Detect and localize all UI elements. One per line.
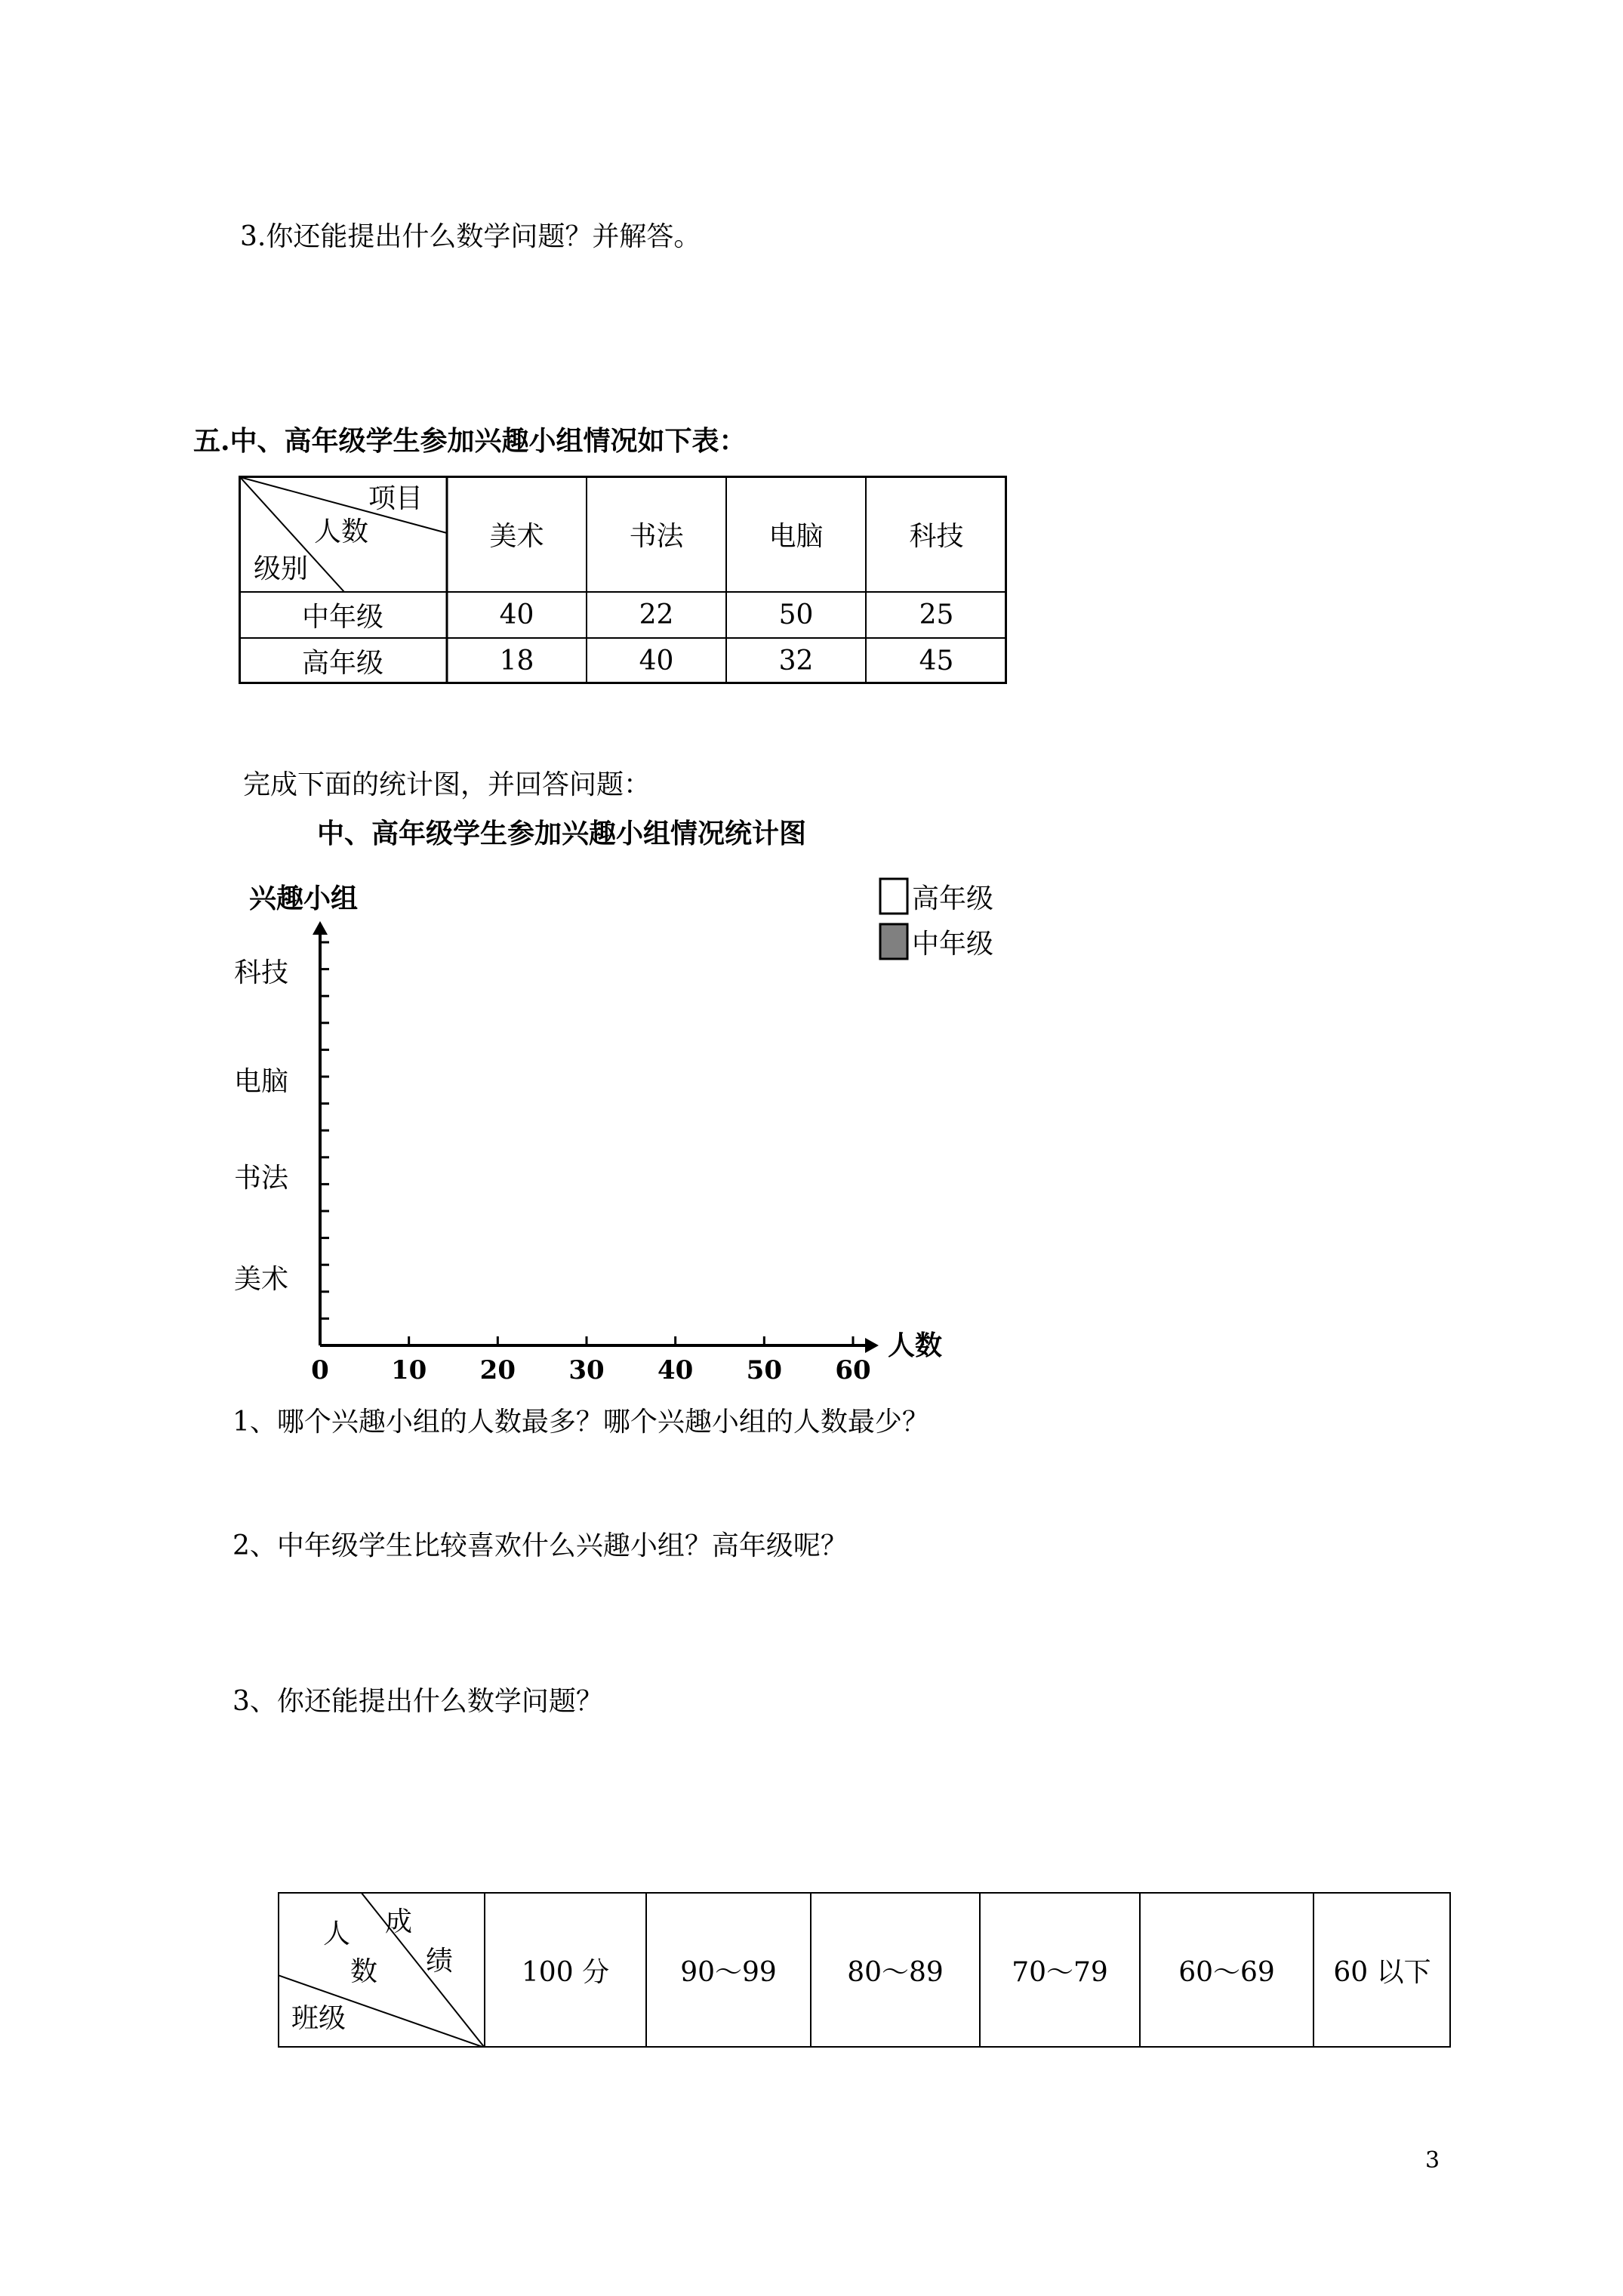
x-axis-arrow [865, 1338, 879, 1353]
table-corner-grade: 级别 [254, 553, 309, 584]
table-corner-grade-score: 绩 [426, 1946, 454, 1977]
column-header-80-89: 80～89 [847, 1956, 944, 1988]
row-label-upper-grade: 高年级 [301, 648, 383, 679]
question-2: 2、中年级学生比较喜欢什么兴趣小组？高年级呢？ [233, 1530, 848, 1561]
y-axis-arrow [313, 921, 328, 935]
y-category-label: 书法 [234, 1163, 289, 1194]
y-category-label: 电脑 [234, 1066, 289, 1097]
table-cell: 32 [778, 646, 814, 676]
legend-swatch [880, 924, 907, 959]
legend-label: 中年级 [912, 929, 994, 960]
x-tick-label: 30 [568, 1355, 605, 1385]
table-corner-count: 数 [350, 1956, 378, 1987]
legend-label: 高年级 [912, 883, 994, 914]
column-header-below-60: 60 以下 [1333, 1956, 1431, 1988]
column-header-computer: 电脑 [768, 520, 824, 552]
interest-group-table [239, 476, 1007, 684]
table-cell: 45 [919, 646, 954, 676]
column-header-calligraphy: 书法 [629, 520, 684, 552]
column-header-technology: 科技 [909, 520, 964, 552]
table-corner-person: 人 [323, 1918, 351, 1949]
y-axis-label: 兴趣小组 [249, 883, 359, 914]
column-header-art: 美术 [489, 520, 544, 552]
chart-svg [219, 868, 1034, 1389]
interest-group-bar-chart [219, 868, 1034, 1389]
table-cell: 22 [639, 599, 674, 630]
x-tick-label: 10 [391, 1355, 427, 1385]
column-header-70-79: 70～79 [1012, 1956, 1108, 1988]
x-tick-label: 40 [658, 1355, 694, 1385]
section-5-title: 五.中、高年级学生参加兴趣小组情况如下表： [193, 425, 747, 457]
question-1: 1、哪个兴趣小组的人数最多？哪个兴趣小组的人数最少？ [233, 1407, 929, 1438]
table-corner-count: 人数 [314, 516, 369, 547]
table-cell: 40 [499, 599, 534, 630]
question-3: 3、你还能提出什么数学问题？ [233, 1686, 603, 1717]
x-tick-label: 0 [311, 1355, 329, 1385]
table-cell: 18 [499, 646, 534, 676]
chart-instruction: 完成下面的统计图，并回答问题： [243, 769, 651, 800]
row-label-middle-grade: 中年级 [301, 602, 383, 633]
table-cell: 25 [919, 599, 954, 630]
y-category-label: 美术 [234, 1264, 289, 1295]
x-tick-label: 20 [479, 1355, 516, 1385]
x-tick-label: 50 [746, 1355, 782, 1385]
column-header-100: 100 分 [521, 1956, 610, 1988]
column-header-60-69: 60～69 [1178, 1956, 1275, 1988]
page-number: 3 [1425, 2147, 1440, 2174]
table-corner-item: 项目 [368, 483, 423, 514]
table-cell: 50 [778, 599, 814, 630]
table-cell: 40 [639, 646, 674, 676]
x-axis-label: 人数 [888, 1330, 943, 1361]
x-tick-label: 60 [835, 1355, 871, 1385]
previous-question-3: 3.你还能提出什么数学问题？并解答。 [240, 221, 701, 252]
column-header-90-99: 90～99 [680, 1956, 777, 1988]
table-corner-score: 成 [385, 1906, 413, 1937]
score-distribution-table [278, 1892, 1451, 2048]
chart-title: 中、高年级学生参加兴趣小组情况统计图 [317, 818, 807, 849]
y-category-label: 科技 [234, 957, 289, 988]
table-corner-class: 班级 [291, 2003, 346, 2034]
legend-swatch [880, 879, 907, 914]
